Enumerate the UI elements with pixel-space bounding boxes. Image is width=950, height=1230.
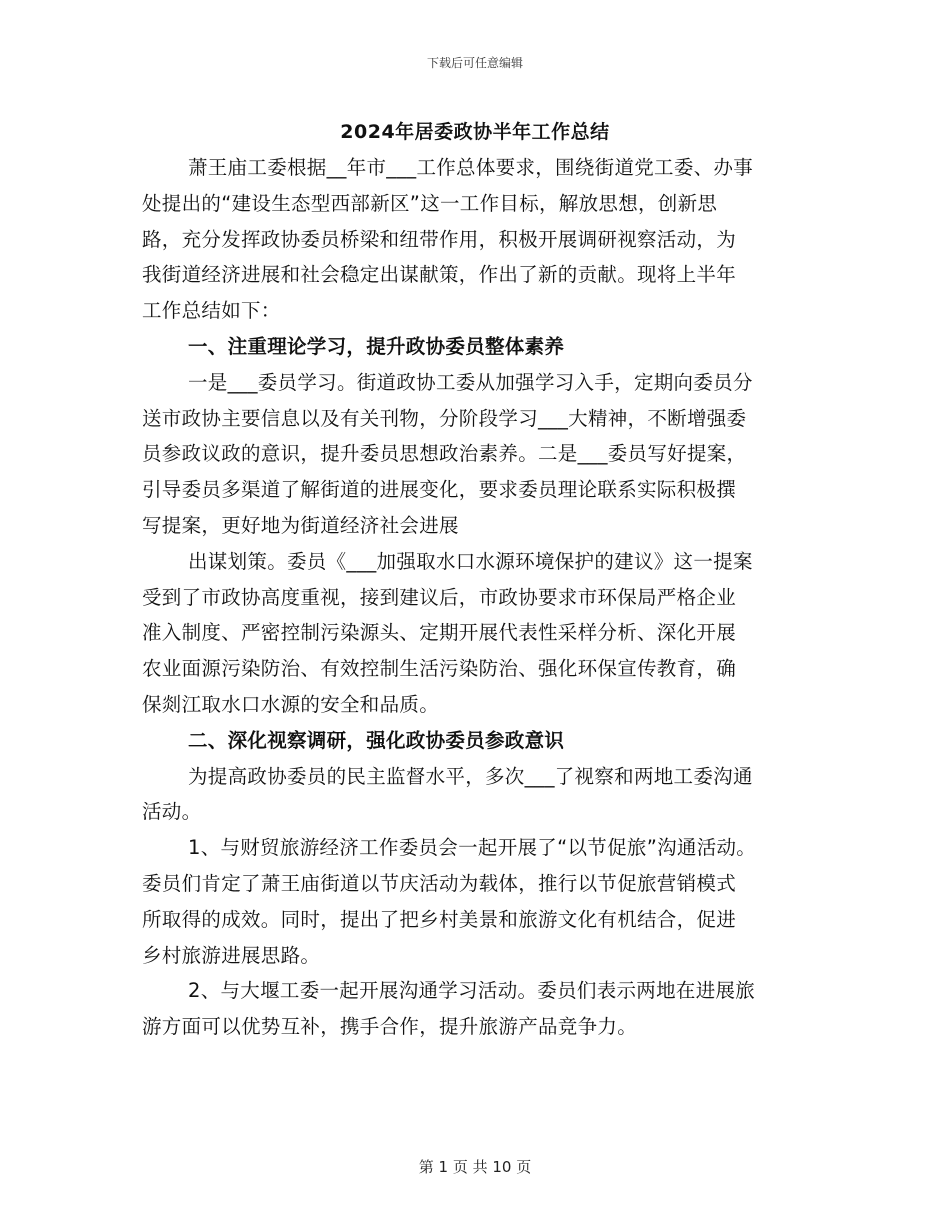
paragraph-line: 处提出的“建设生态型西部新区”这一工作目标，解放思想，创新思 <box>142 191 718 215</box>
paragraph-line: 委员们肯定了萧王庙街道以节庆活动为载体，推行以节促旅营销模式 <box>142 871 737 895</box>
paragraph-line: 1、与财贸旅游经济工作委员会一起开展了“以节促旅”沟通活动。 <box>188 836 757 860</box>
paragraph-line: 出谋划策。委员《___加强取水口水源环境保护的建议》这一提案 <box>188 549 753 573</box>
paragraph-line: 送市政协主要信息以及有关刊物，分阶段学习___大精神，不断增强委 <box>142 406 747 430</box>
document-title: 2024年居委政协半年工作总结 <box>340 121 610 143</box>
section-heading: 一、注重理论学习，提升政协委员整体素养 <box>188 334 565 358</box>
page-header: 下载后可任意编辑 <box>426 56 523 70</box>
section-heading: 二、深化视察调研，强化政协委员参政意识 <box>188 728 565 752</box>
paragraph-line: 活动。 <box>142 800 202 824</box>
paragraph-line: 引导委员多渠道了解街道的进展变化，要求委员理论联系实际积极撰 <box>142 478 737 502</box>
paragraph-line: 萧王庙工委根据__年市___工作总体要求，围绕街道党工委、办事 <box>188 156 754 179</box>
document-body <box>142 150 832 1045</box>
paragraph-line: 农业面源污染防治、有效控制生活污染防治、强化环保宣传教育，确 <box>142 657 737 681</box>
paragraph-line: 受到了市政协高度重视，接到建议后，市政协要求市环保局严格企业 <box>142 585 737 609</box>
paragraph-line: 写提案，更好地为街道经济社会进展 <box>142 513 459 537</box>
paragraph-line: 工作总结如下： <box>142 299 281 323</box>
paragraph-line: 准入制度、严密控制污染源头、定期开展代表性采样分析、深化开展 <box>142 621 737 645</box>
paragraph-line: 我街道经济进展和社会稳定出谋献策，作出了新的贡献。现将上半年 <box>142 263 737 287</box>
paragraph-line: 为提高政协委员的民主监督水平，多次___了视察和两地工委沟通 <box>188 764 753 788</box>
paragraph-line: 2、与大堰工委一起开展沟通学习活动。委员们表示两地在进展旅 <box>188 979 756 1003</box>
paragraph-line: 所取得的成效。同时，提出了把乡村美景和旅游文化有机结合，促进 <box>142 907 737 931</box>
paragraph-line: 游方面可以优势互补，携手合作，提升旅游产品竞争力。 <box>142 1015 638 1039</box>
paragraph-line: 一是___委员学习。街道政协工委从加强学习入手，定期向委员分 <box>188 370 753 394</box>
paragraph-line: 保剡江取水口水源的安全和品质。 <box>142 692 440 716</box>
paragraph-line: 员参政议政的意识，提升委员思想政治素养。二是___委员写好提案， <box>142 442 747 466</box>
paragraph-line: 路，充分发挥政协委员桥梁和纽带作用，积极开展调研视察活动，为 <box>142 227 737 251</box>
paragraph-line: 乡村旅游进展思路。 <box>142 943 321 967</box>
page-footer: 第 1 页 共 10 页 <box>418 1158 532 1176</box>
